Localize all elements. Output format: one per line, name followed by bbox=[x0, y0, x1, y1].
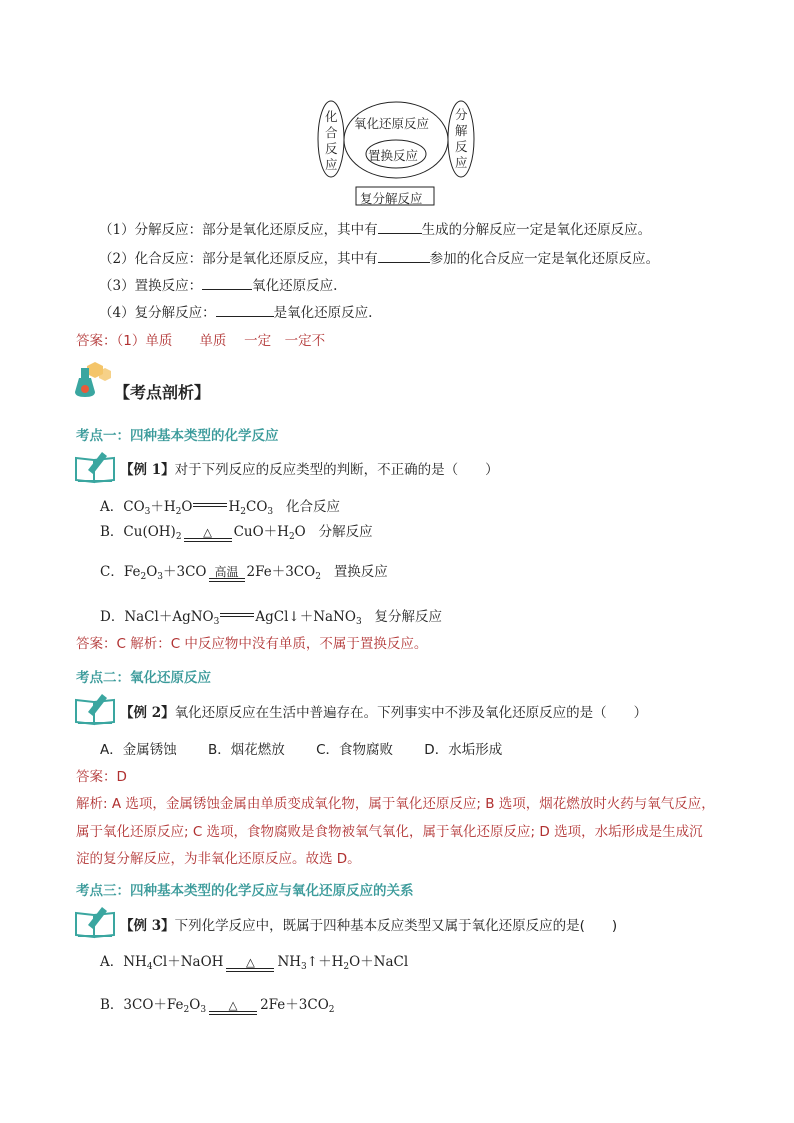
opt-b-part: B．3CO＋Fe bbox=[100, 997, 184, 1013]
item-3-text-b: 氧化还原反应. bbox=[252, 278, 338, 294]
opt-a-part: A．CO bbox=[100, 499, 145, 515]
item-1 bbox=[99, 218, 651, 238]
example-2-explanation-line-2: 属于氧化还原反应; C 选项，食物腐败是食物被氧气氧化，属于氧化还原反应; D 选项，水垢形成是生成沉 bbox=[76, 824, 703, 840]
example-3-option-b: B．$3CO+Fe_2O_3$ △ $2Fe+3CO_2$ bbox=[100, 997, 335, 1015]
example-2-label: 【例 2】 bbox=[120, 705, 175, 721]
blank bbox=[378, 221, 422, 234]
opt-b-part: O bbox=[294, 524, 306, 540]
condition-arrow bbox=[226, 956, 274, 972]
opt-b-part: 2Fe＋3CO bbox=[260, 997, 329, 1013]
example-3-text: 下列化学反应中，既属于四种基本反应类型又属于氧化还原反应的是( ) bbox=[174, 918, 618, 934]
item-4 bbox=[99, 301, 372, 321]
opt-b-part: O bbox=[189, 997, 201, 1013]
book-pen-icon bbox=[74, 448, 118, 484]
flask-icon bbox=[73, 358, 115, 400]
opt-a-part: CO bbox=[246, 499, 268, 515]
example-2-answer: 答案：D bbox=[76, 769, 127, 785]
opt-a-part: A．NH bbox=[100, 954, 147, 970]
opt-d-part: AgCl↓＋NaNO bbox=[255, 609, 356, 625]
fenjie-label: 分解反应 bbox=[455, 107, 468, 170]
condition-text: △ bbox=[203, 525, 212, 539]
example-2-options: A．金属锈蚀 B．烟花燃放 C．食物腐败 D．水垢形成 bbox=[100, 742, 503, 758]
book-pen-icon bbox=[74, 903, 118, 939]
example-2-text: 氧化还原反应在生活中普遍存在。下列事实中不涉及氧化还原反应的是（ ） bbox=[174, 705, 648, 721]
section-title: 【考点剖析】 bbox=[114, 383, 211, 402]
opt-c-part: 2Fe＋3CO bbox=[246, 564, 316, 580]
item-4-text-a: （4）复分解反应： bbox=[99, 305, 216, 321]
equals-sign bbox=[220, 613, 254, 617]
opt-d-part: D．NaCl＋AgNO bbox=[100, 609, 214, 625]
example-1-option-b: B．$Cu(OH)_2$ △ $CuO+H_2O$ 分解反应 bbox=[100, 524, 373, 542]
example-1-option-d: D．NaCl＋AgNO$_3$ AgCl↓＋NaNO$_3$ 复分解反应 bbox=[100, 609, 443, 627]
opt-c-part: O bbox=[146, 564, 158, 580]
example-1-text: 对于下列反应的反应类型的判断，不正确的是（ ） bbox=[174, 462, 499, 478]
example-3-option-a: A．$NH_4Cl+NaOH$ △ $NH_3↑+H_2O+NaCl$ bbox=[100, 954, 409, 972]
example-3-label: 【例 3】 bbox=[120, 918, 175, 934]
example-1-question bbox=[120, 458, 499, 478]
opt-d-type: 复分解反应 bbox=[374, 609, 443, 625]
item-2-text-b: 参加的化合反应一定是氧化还原反应。 bbox=[429, 251, 660, 267]
opt-c-part: ＋3CO bbox=[163, 564, 207, 580]
opt-b-part: CuO＋H bbox=[233, 524, 289, 540]
equals-sign bbox=[193, 503, 227, 507]
opt-a-part: H bbox=[228, 499, 241, 515]
blank bbox=[202, 277, 252, 290]
reaction-relationship-diagram bbox=[316, 97, 476, 209]
example-1-answer: 答案：C 解析：C 中反应物中没有单质，不属于置换反应。 bbox=[76, 636, 428, 652]
example-2-explanation-line-1: 解析: A 选项，金属锈蚀金属由单质变成氧化物，属于氧化还原反应; B 选项，烟花燃放时火药与氧气反应， bbox=[76, 796, 715, 812]
item-3-text-a: （3）置换反应： bbox=[99, 278, 203, 294]
opt-c-type: 置换反应 bbox=[333, 564, 388, 580]
opt-a-part: ＋H bbox=[150, 499, 176, 515]
opt-a-part: O bbox=[181, 499, 193, 515]
kaodian-2-heading: 考点二：氧化还原反应 bbox=[76, 670, 211, 686]
example-2-question bbox=[120, 701, 647, 721]
example-1-label: 【例 1】 bbox=[120, 462, 175, 478]
yanghua-label: 氧化还原反应 bbox=[354, 116, 430, 131]
item-1-text-b: 生成的分解反应一定是氧化还原反应。 bbox=[421, 222, 652, 238]
condition-arrow bbox=[209, 566, 245, 582]
opt-a-part: NH bbox=[277, 954, 302, 970]
opt-a-type: 化合反应 bbox=[286, 499, 341, 515]
kaodian-1-heading: 考点一：四种基本类型的化学反应 bbox=[76, 428, 279, 444]
example-2-explanation-line-3: 淀的复分解反应，为非氧化还原反应。故选 D。 bbox=[76, 851, 361, 867]
item-3 bbox=[99, 274, 337, 294]
example-1-option-c: C．$Fe_2O_3+3CO$ 高温 $2Fe+3CO_2$ 置换反应 bbox=[100, 564, 388, 582]
opt-a-part: O＋NaCl bbox=[349, 954, 409, 970]
opt-a-part: Cl＋NaOH bbox=[152, 954, 224, 970]
blank bbox=[216, 304, 274, 317]
example-1-option-a: A．$CO_3+H_2O$ $H_2CO_3$ 化合反应 bbox=[100, 499, 341, 517]
huahe-label: 化合反应 bbox=[325, 109, 338, 172]
condition-arrow bbox=[209, 999, 257, 1015]
opt-b-type: 分解反应 bbox=[318, 524, 373, 540]
condition-text: △ bbox=[228, 998, 238, 1012]
kaodian-3-heading: 考点三：四种基本类型的化学反应与氧化还原反应的关系 bbox=[76, 883, 414, 899]
book-pen-icon bbox=[74, 690, 118, 726]
answer-1: 答案：（1）单质 单质 一定 一定不 bbox=[76, 333, 326, 349]
condition-text: 高温 bbox=[214, 565, 239, 579]
opt-c-part: C．Fe bbox=[100, 564, 141, 580]
blank bbox=[378, 250, 430, 263]
condition-text: △ bbox=[246, 955, 255, 969]
opt-a-part: ↑＋H bbox=[306, 954, 344, 970]
zhihuan-label: 置换反应 bbox=[368, 148, 419, 163]
item-2 bbox=[99, 247, 659, 267]
condition-arrow bbox=[184, 526, 232, 542]
item-4-text-b: 是氧化还原反应. bbox=[273, 305, 373, 321]
item-2-text-a: （2）化合反应：部分是氧化还原反应，其中有 bbox=[99, 251, 378, 267]
item-1-text-a: （1）分解反应：部分是氧化还原反应，其中有 bbox=[99, 222, 378, 238]
example-3-question bbox=[120, 914, 617, 934]
fufenjie-label: 复分解反应 bbox=[360, 191, 423, 206]
opt-b-part: B．Cu(OH) bbox=[100, 524, 176, 540]
